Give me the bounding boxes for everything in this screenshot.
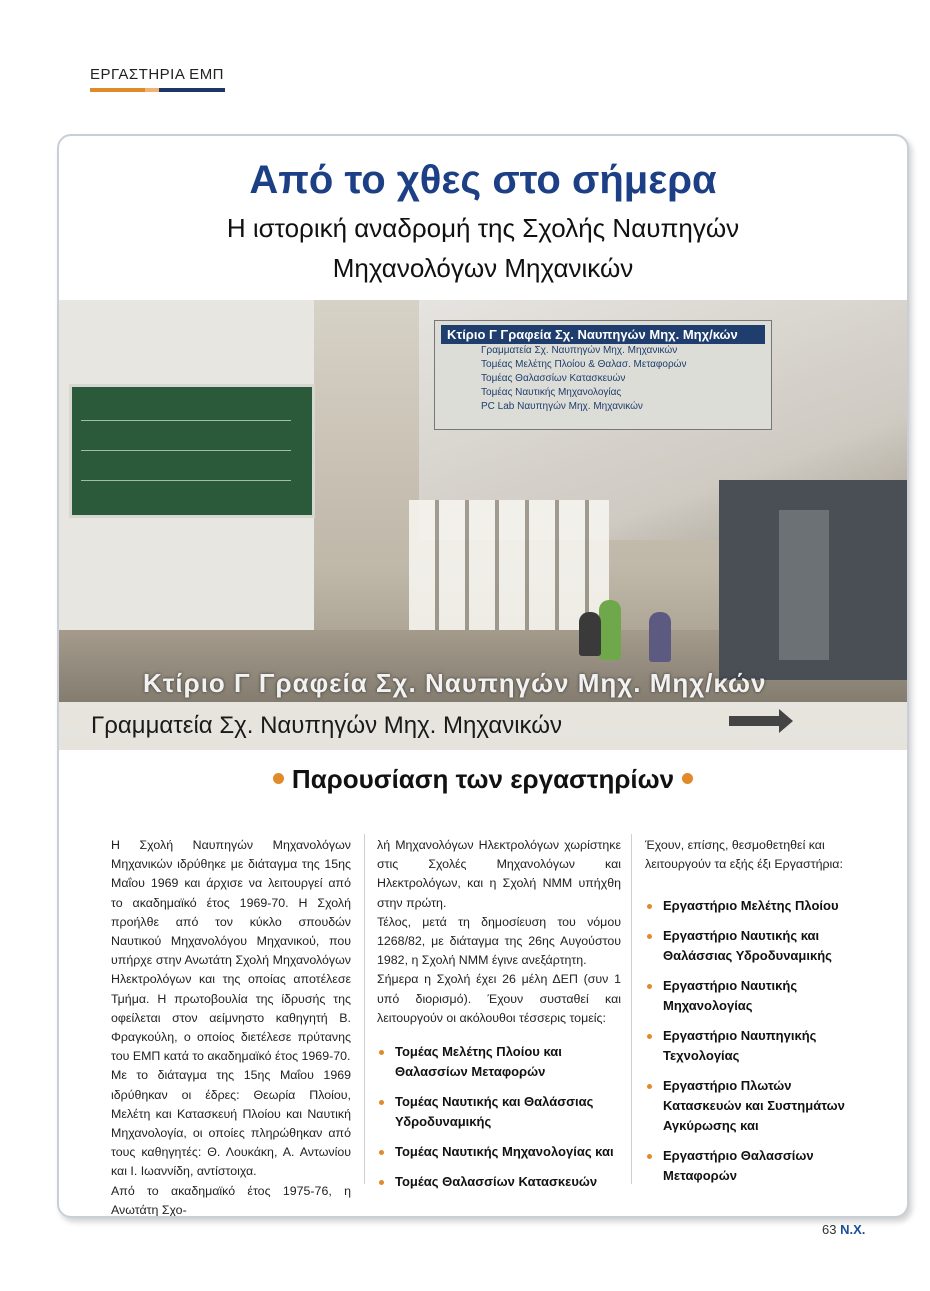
arrow-right-icon	[729, 716, 779, 726]
labs-list	[645, 896, 873, 1186]
article-card	[57, 134, 909, 1218]
bottom-sign	[59, 702, 907, 750]
page-number	[822, 1222, 865, 1237]
sign-line: Τομέας Θαλασσίων Κατασκευών	[481, 373, 626, 384]
list-item: Τομέας Μελέτης Πλοίου και Θαλασσίων Μεταφορών	[377, 1042, 621, 1082]
column-3	[645, 836, 873, 1196]
article-title: Από το χθες στο σήμερα	[249, 158, 717, 202]
column-1	[111, 836, 351, 1218]
paragraph: Σήμερα η Σχολή έχει 26 μέλη ΔΕΠ (συν 1 υπό διορισμό). Έχουν συσταθεί και λειτουργούν οι ακόλουθοι τέσσερις τομείς:	[377, 972, 621, 1025]
column-2	[377, 836, 621, 1202]
paragraph: Από το ακαδημαϊκό έτος 1975-76, η Ανωτάτη Σχο-	[111, 1183, 351, 1217]
paragraph: Έχουν, επίσης, θεσμοθετηθεί και λειτουργούν τα εξής έξι Εργαστήρια:	[645, 838, 843, 872]
direction-sign	[434, 320, 772, 430]
list-item: Εργαστήριο Ναυτικής και Θαλάσσιας Υδροδυναμικής	[645, 926, 873, 966]
column-divider	[364, 834, 365, 1184]
list-item: Τομέας Ναυτικής και Θαλάσσιας Υδροδυναμικής	[377, 1092, 621, 1132]
sign-line: Γραμματεία Σχ. Ναυπηγών Μηχ. Μηχανικών	[481, 345, 678, 356]
corridor-photo	[59, 300, 907, 750]
photo-overlay-caption: Κτίριο Γ Γραφεία Σχ. Ναυπηγών Μηχ. Μηχ/κών	[143, 668, 767, 698]
section-rule	[90, 88, 225, 92]
paragraph: λή Μηχανολόγων Ηλεκτρολόγων χωρίστηκε στις Σχολές Μηχανολόγων και Ηλεκτρολόγων, και η Σχολή ΝΜΜ υπήχθη στην πρώτη.	[377, 838, 621, 910]
sign-line: Τομέας Μελέτης Πλοίου & Θαλασ. Μεταφορών	[481, 359, 687, 370]
paragraph: Τέλος, μετά τη δημοσίευση του νόμου 1268/82, με διάταγμα της 26ης Αυγούστου 1982, η Σχολή ΝΜΜ έγινε ανεξάρτητη.	[377, 914, 621, 968]
sign-line: Τομέας Ναυτικής Μηχανολογίας	[481, 387, 622, 398]
page-number-value: 63	[822, 1222, 837, 1237]
bullet-dot-icon	[273, 773, 284, 784]
labs-heading-text: Παρουσίαση των εργαστηρίων	[291, 764, 675, 794]
list-item: Εργαστήριο Θαλασσίων Μεταφορών	[645, 1146, 873, 1186]
paragraph: Με το διάταγμα της 15ης Μαΐου 1969 ιδρύθηκαν οι έδρες: Θεωρία Πλοίου, Μελέτη και Κατασκευή Πλοίου και Ναυτική Μηχανολογία, οι οποίες πληρώθηκαν από τους καθηγητές: Θ. Λουκάκη, Α. Αντωνίου και Ι. Ιωαννίδη, αντίστοιχα.	[111, 1068, 351, 1179]
departments-list	[377, 1042, 621, 1192]
section-label: ΕΡΓΑΣΤΗΡΙΑ ΕΜΠ	[90, 66, 225, 83]
sign-line: PC Lab Ναυπηγών Μηχ. Μηχανικών	[481, 401, 643, 412]
list-item: Εργαστήριο Πλωτών Κατασκευών και Συστημάτων Αγκύρωσης και	[645, 1076, 873, 1136]
list-item: Τομέας Ναυτικής Μηχανολογίας και	[377, 1142, 621, 1162]
chalkboard	[69, 384, 315, 518]
labs-heading	[59, 764, 907, 795]
sign-head: Κτίριο Γ Γραφεία Σχ. Ναυπηγών Μηχ. Μηχ/κών	[441, 325, 765, 344]
list-item: Εργαστήριο Ναυπηγικής Τεχνολογίας	[645, 1026, 873, 1066]
list-item: Τομέας Θαλασσίων Κατασκευών	[377, 1172, 621, 1192]
list-item: Εργαστήριο Μελέτης Πλοίου	[645, 896, 873, 916]
article-subtitle	[59, 208, 907, 288]
paragraph: Η Σχολή Ναυπηγών Μηχανολόγων Μηχανικών ιδρύθηκε με διάταγμα της 15ης Μαΐου 1969 και άρχισε να λειτουργεί από το ακαδημαϊκό έτος 1969-70. Η Σχολή προήλθε από τον κύκλο σπουδών Ναυτικού Μηχανολόγου Μηχανικού, που υπήρχε στην Ανωτάτη Σχολή Μηχανολόγων Ηλεκτρολόγων και της οποίας αποτέλεσε Τμήμα. Η πρωτοβουλία της ίδρυσής της οφείλεται στον αείμνηστο καθηγητή Β. Φραγκούλη, ο οποίος διετέλεσε πρύτανης του ΕΜΠ κατά το ακαδημαϊκό έτος 1969-70.	[111, 838, 351, 1064]
bullet-dot-icon	[682, 773, 693, 784]
subtitle-line-2: Μηχανολόγων Μηχανικών	[332, 253, 634, 283]
column-divider	[631, 834, 632, 1184]
bottom-sign-text: Γραμματεία Σχ. Ναυπηγών Μηχ. Μηχανικών	[91, 712, 562, 739]
magazine-abbr: Ν.Χ.	[840, 1222, 866, 1237]
list-item: Εργαστήριο Ναυτικής Μηχανολογίας	[645, 976, 873, 1016]
subtitle-line-1: Η ιστορική αναδρομή της Σχολής Ναυπηγών	[226, 213, 740, 243]
